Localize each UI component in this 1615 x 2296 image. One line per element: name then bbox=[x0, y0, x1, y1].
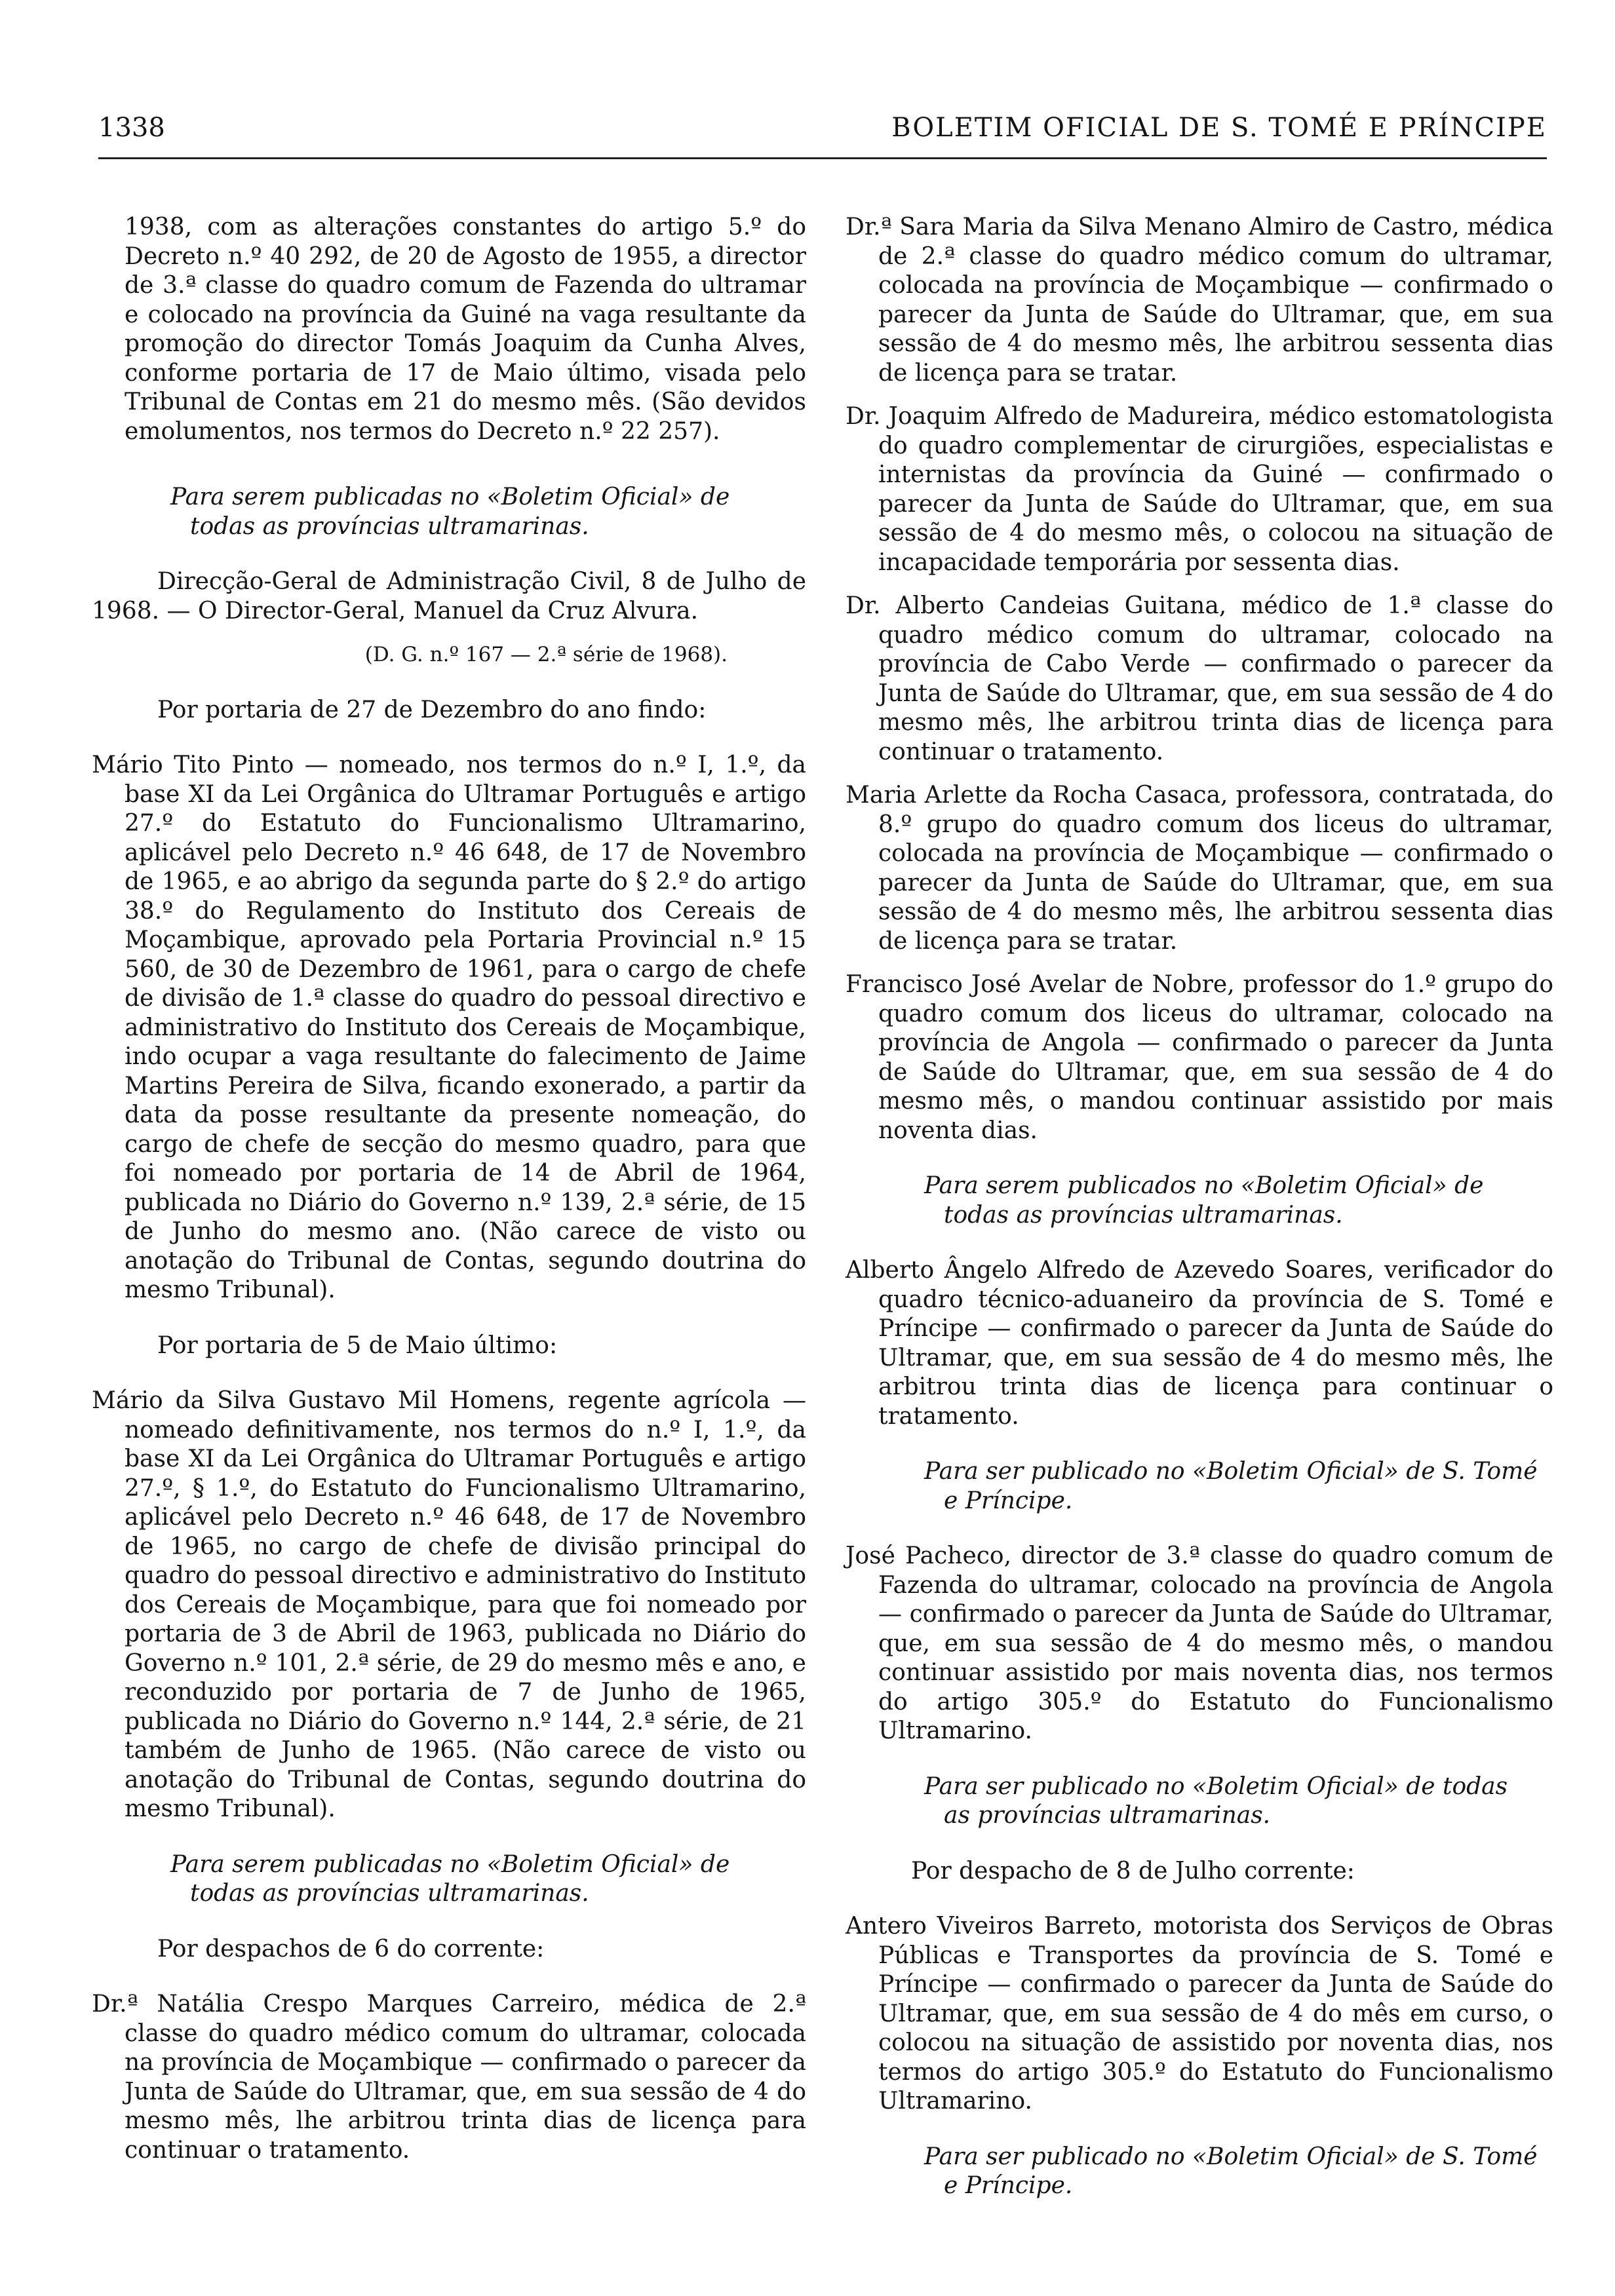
citation: (D. G. n.º 167 — 2.ª série de 1968). bbox=[364, 643, 728, 666]
running-title: BOLETIM OFICIAL DE S. TOMÉ E PRÍNCIPE bbox=[891, 113, 1547, 143]
page-header bbox=[98, 113, 1547, 152]
appointment-entry: Mário Tito Pinto — nomeado, nos termos do n.º I, 1.º, da base XI da Lei Orgânica do Ultramar Português e artigo 27.º do Estatuto do Funcionalismo Ultramarino, aplicável pelo Decreto n.º 46 648, de 17 de Novembro de 1965, e ao abrigo da segunda parte do § 2.º do artigo 38.º do Regulamento do Instituto dos Cereais de Moçambique, aprovado pela Portaria Provincial n.º 15 560, de 30 de Dezembro de 1961, para o cargo de chefe de divisão de 1.ª classe do quadro do pessoal directivo e administrativo do Instituto dos Cereais de Moçambique, indo ocupar a vaga resultante do falecimento de Jaime Martins Pereira de Silva, ficando exonerado, a partir da data da posse resultante da presente nomeação, do cargo de chefe de secção do mesmo quadro, para que foi nomeado por portaria de 14 de Abril de 1964, publicada no Diário do Governo n.º 139, 2.ª série, de 15 de Junho do mesmo ano. (Não carece de visto ou anotação do Tribunal de Contas, segundo doutrina do mesmo Tribunal). bbox=[92, 752, 806, 1303]
publication-note: Para serem publicados no «Boletim Oficial» de todas as províncias ultramarinas. bbox=[924, 1172, 1484, 1229]
appointment-entry: Dr. Alberto Candeias Guitana, médico de 1.ª classe do quadro médico comum do ultramar, colocado na província de Cabo Verde — confirmado o parecer da Junta de Saúde do Ultramar, que, em sua sessão de 4 do mesmo mês, lhe arbitrou trinta dias de licença para continuar o tratamento. bbox=[846, 592, 1554, 765]
appointment-entry: Alberto Ângelo Alfredo de Azevedo Soares, verificador do quadro técnico-aduaneiro da província de S. Tomé e Príncipe — confirmado o parecer da Junta de Saúde do Ultramar, que, em sua sessão de 4 do mesmo mês, lhe arbitrou trinta dias de licença para continuar o tratamento. bbox=[846, 1257, 1553, 1430]
section-intro: Por portaria de 5 de Maio último: bbox=[157, 1331, 558, 1359]
section-intro: Por portaria de 27 de Dezembro do ano findo: bbox=[157, 696, 707, 723]
publication-note: Para ser publicado no «Boletim Oficial» de S. Tomé e Príncipe. bbox=[924, 2143, 1538, 2199]
section-intro: Por despachos de 6 do corrente: bbox=[157, 1935, 545, 1962]
appointment-entry: Mário da Silva Gustavo Mil Homens, regente agrícola — nomeado definitivamente, nos termos do n.º I, 1.º, da base XI da Lei Orgânica do Ultramar Português e artigo 27.º, § 1.º, do Estatuto do Funcionalismo Ultramarino, aplicável pelo Decreto n.º 46 648, de 17 de Novembro de 1965, no cargo de chefe de divisão principal do quadro do pessoal directivo e administrativo do Instituto dos Cereais de Moçambique, para que foi nomeado por portaria de 3 de Abril de 1963, publicada no Diário do Governo n.º 101, 2.ª série, de 29 do mesmo mês e ano, e reconduzido por portaria de 7 de Junho de 1965, publicada no Diário do Governo n.º 144, 2.ª série, de 21 também de Junho de 1965. (Não carece de visto ou anotação do Tribunal de Contas, segundo doutrina do mesmo Tribunal). bbox=[92, 1387, 806, 1822]
right-column bbox=[846, 213, 1553, 2201]
publication-note: Para serem publicadas no «Boletim Oficial» de todas as províncias ultramarinas. bbox=[170, 1850, 730, 1907]
appointment-entry: José Pacheco, director de 3.ª classe do quadro comum de Fazenda do ultramar, colocado na província de Angola — confirmado o parecer da Junta de Saúde do Ultramar, que, em sua sessão de 4 do mesmo mês, o mandou continuar assistido por mais noventa dias, nos termos do artigo 305.º do Estatuto do Funcionalismo Ultramarino. bbox=[846, 1542, 1553, 1744]
appointment-entry: Antero Viveiros Barreto, motorista dos Serviços de Obras Públicas e Transportes da província de S. Tomé e Príncipe — confirmado o parecer da Junta de Saúde do Ultramar, que, em sua sessão de 4 do mês em curso, o colocou na situação de assistido por noventa dias, nos termos do artigo 305.º do Estatuto do Funcionalismo Ultramarino. bbox=[846, 1913, 1553, 2114]
page-number: 1338 bbox=[98, 113, 165, 143]
appointment-entry: Maria Arlette da Rocha Casaca, professora, contratada, do 8.º grupo do quadro comum dos liceus do ultramar, colocada na província de Moçambique — confirmado o parecer da Junta de Saúde do Ultramar, que, em sua sessão de 4 do mesmo mês, lhe arbitrou sessenta dias de licença para se tratar. bbox=[846, 782, 1553, 955]
header-rule bbox=[98, 157, 1547, 159]
publication-note: Para serem publicadas no «Boletim Oficial» de todas as províncias ultramarinas. bbox=[170, 484, 730, 540]
left-column bbox=[92, 213, 806, 2165]
appointment-entry: Dr.ª Sara Maria da Silva Menano Almiro de Castro, médica de 2.ª classe do quadro médico comum do ultramar, colocada na província de Moçambique — confirmado o parecer da Junta de Saúde do Ultramar, que, em sua sessão de 4 do mesmo mês, lhe arbitrou sessenta dias de licença para se tratar. bbox=[846, 214, 1553, 387]
section-intro: Por despacho de 8 de Julho corrente: bbox=[911, 1857, 1355, 1885]
appointment-entry: Francisco José Avelar de Nobre, professor do 1.º grupo do quadro comum dos liceus do ultramar, colocado na província de Angola — confirmado o parecer da Junta de Saúde do Ultramar, que, em sua sessão de 4 do mesmo mês, o mandou continuar assistido por mais noventa dias. bbox=[846, 971, 1553, 1144]
publication-note: Para ser publicado no «Boletim Oficial» de S. Tomé e Príncipe. bbox=[924, 1458, 1538, 1514]
appointment-entry: Dr. Joaquim Alfredo de Madureira, médico estomatologista do quadro complementar de cirurgiões, especialistas e internistas da província da Guiné — confirmado o parecer da Junta de Saúde do Ultramar, que, em sua sessão de 4 do mesmo mês, o colocou na situação de incapacidade temporária por sessenta dias. bbox=[846, 403, 1553, 576]
appointment-entry: Dr.ª Natália Crespo Marques Carreiro, médica de 2.ª classe do quadro médico comum do ultramar, colocada na província de Moçambique — confirmado o parecer da Junta de Saúde do Ultramar, que, em sua sessão de 4 do mesmo mês, lhe arbitrou trinta dias de licença para continuar o tratamento. bbox=[92, 1991, 806, 2164]
paragraph-continuation: 1938, com as alterações constantes do artigo 5.º do Decreto n.º 40 292, de 20 de Agosto de 1955, a director de 3.ª classe do quadro comum de Fazenda do ultramar e colocado na província da Guiné na vaga resultante da promoção do director Tomás Joaquim da Cunha Alves, conforme portaria de 17 de Maio último, visada pelo Tribunal de Contas em 21 do mesmo mês. (São devidos emolumentos, nos termos do Decreto n.º 22 257). bbox=[125, 214, 806, 445]
signature-line: Direcção-Geral de Administração Civil, 8 de Julho de 1968. — O Director-Geral, Manuel da Cruz Alvura. bbox=[92, 568, 806, 624]
publication-note: Para ser publicado no «Boletim Oficial» de todas as províncias ultramarinas. bbox=[924, 1772, 1508, 1829]
